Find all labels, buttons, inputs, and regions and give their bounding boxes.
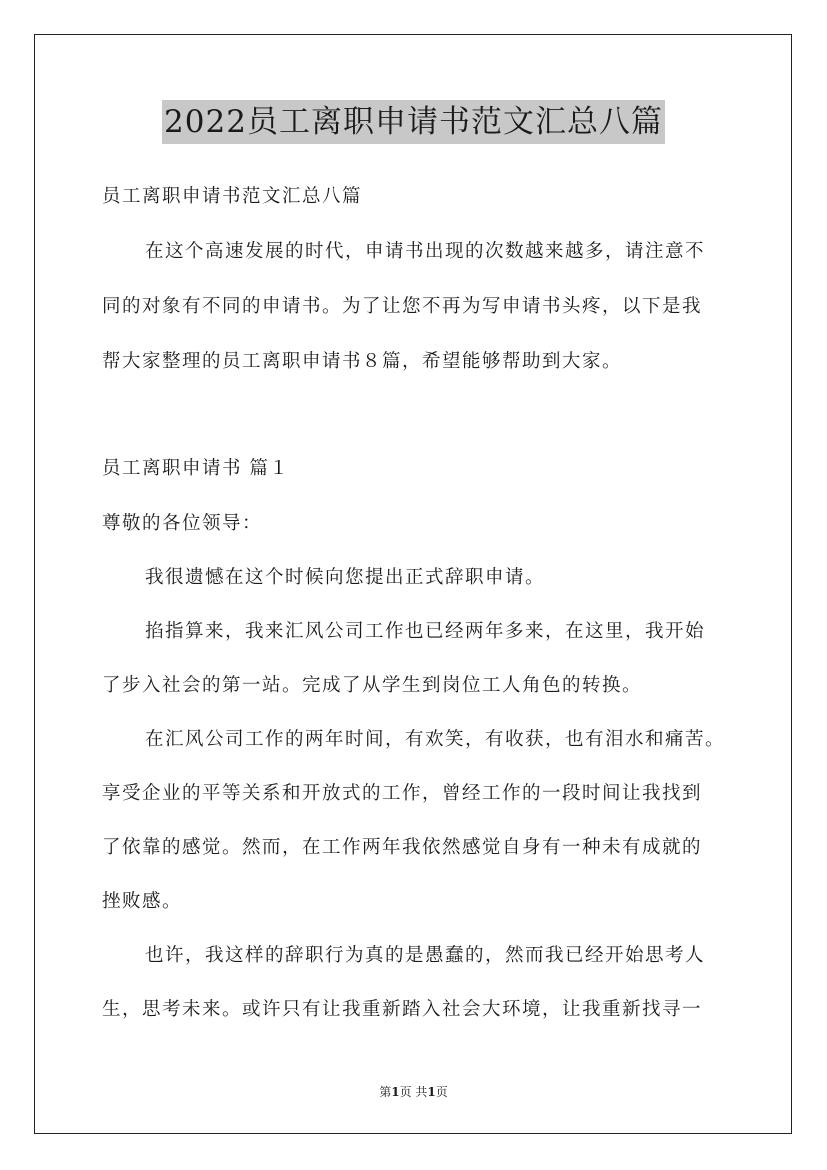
body-line: 也许，我这样的辞职行为真的是愚蠢的，然而我已经开始思考人 [145, 945, 706, 966]
footer-suffix: 页 [435, 1085, 448, 1099]
footer-page-number: 1 [391, 1085, 400, 1099]
intro-line: 帮大家整理的员工离职申请书８篇，希望能够帮助到大家。 [102, 351, 623, 372]
body-line: 了依靠的感觉。然而，在工作两年我依然感觉自身有一种未有成就的 [102, 837, 703, 858]
section-heading: 员工离职申请书 篇１ [102, 458, 290, 479]
body-line: 挫败感。 [102, 891, 183, 912]
footer-prefix: 第 [379, 1085, 392, 1099]
body-line: 了步入社会的第一站。完成了从学生到岗位工人角色的转换。 [102, 675, 643, 696]
body-line: 享受企业的平等关系和开放式的工作，曾经工作的一段时间让我找到 [102, 783, 703, 804]
salutation: 尊敬的各位领导： [102, 513, 263, 534]
body-line: 我很遗憾在这个时候向您提出正式辞职申请。 [145, 567, 546, 588]
document-title: 2022员工离职申请书范文汇总八篇 [162, 100, 665, 144]
body-line: 生，思考未来。或许只有让我重新踏入社会大环境，让我重新找寻一 [102, 999, 703, 1020]
footer-mid: 页 共 [399, 1085, 428, 1099]
subtitle: 员工离职申请书范文汇总八篇 [102, 186, 363, 207]
intro-line: 同的对象有不同的申请书。为了让您不再为写申请书头疼，以下是我 [102, 296, 703, 317]
body-line: 掐指算来，我来汇风公司工作也已经两年多来，在这里，我开始 [145, 621, 706, 642]
title-container [0, 100, 827, 144]
body-line: 在汇风公司工作的两年时间，有欢笑，有收获，也有泪水和痛苦。 [145, 729, 726, 750]
footer-total-pages: 1 [427, 1085, 436, 1099]
page-footer [0, 1083, 827, 1100]
intro-line: 在这个高速发展的时代，申请书出现的次数越来越多，请注意不 [145, 241, 706, 262]
